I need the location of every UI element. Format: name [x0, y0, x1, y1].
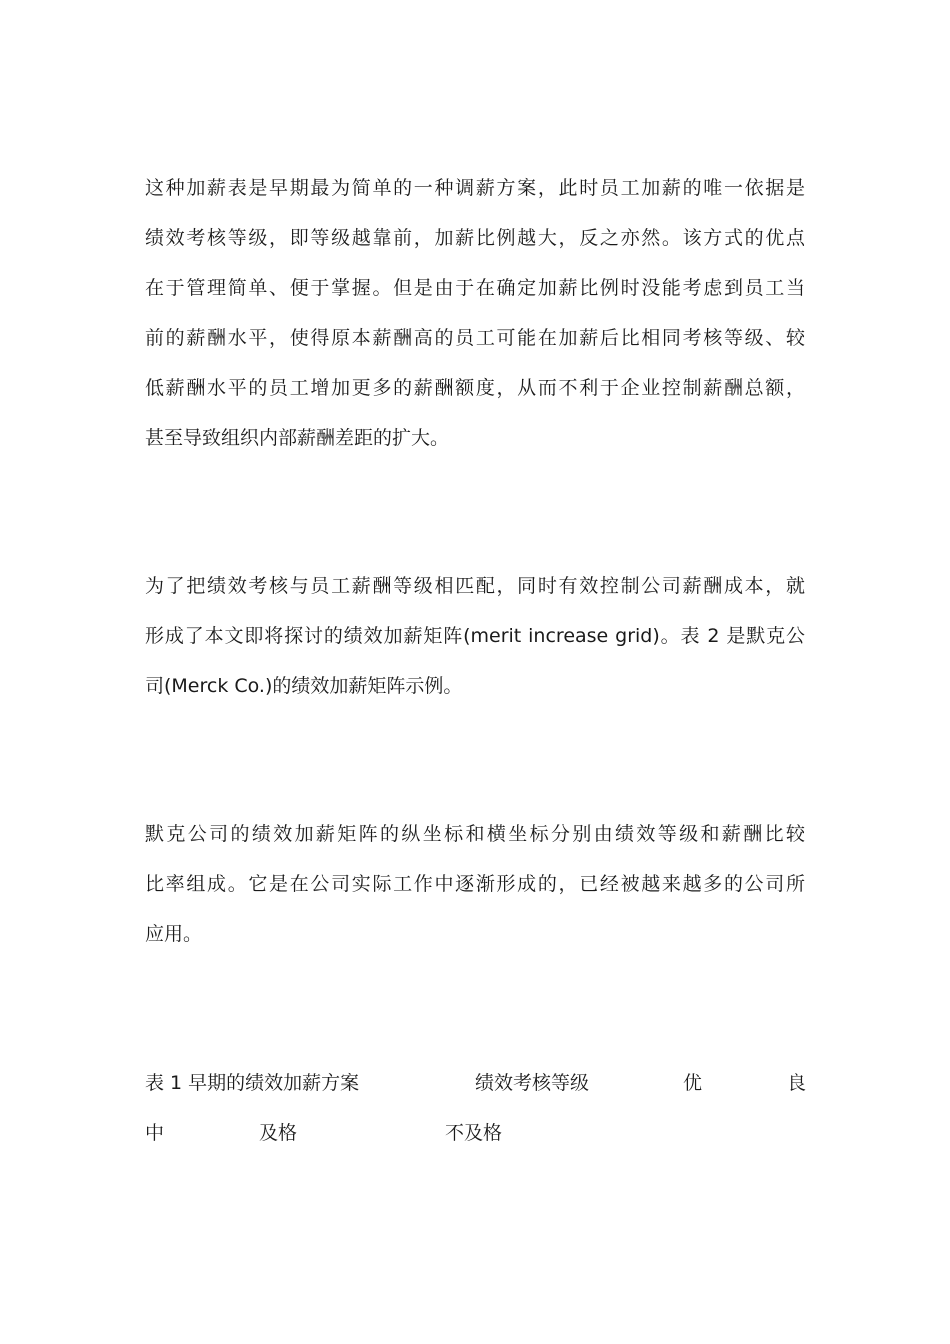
paragraph-line: 在于管理简单、便于掌握。但是由于在确定加薪比例时没能考虑到员工当	[145, 277, 805, 299]
paragraph-line: 绩效考核等级，即等级越靠前，加薪比例越大，反之亦然。该方式的优点	[145, 227, 805, 249]
paragraph-line: 应用。	[145, 923, 203, 945]
table-caption: 表 1 早期的绩效加薪方案	[145, 1072, 360, 1094]
paragraph-line: 形成了本文即将探讨的绩效加薪矩阵(merit increase grid)。表 2 是默克公	[145, 625, 805, 647]
table-grade-pass: 及格	[259, 1122, 298, 1144]
table-grade-good: 良	[787, 1072, 807, 1094]
paragraph-line: 低薪酬水平的员工增加更多的薪酬额度，从而不利于企业控制薪酬总额，	[145, 377, 805, 399]
table-header-grade: 绩效考核等级	[475, 1072, 590, 1094]
paragraph-line: 这种加薪表是早期最为简单的一种调薪方案，此时员工加薪的唯一依据是	[145, 177, 805, 199]
table-grade-fail: 不及格	[445, 1122, 503, 1144]
paragraph-line: 比率组成。它是在公司实际工作中逐渐形成的，已经被越来越多的公司所	[145, 873, 805, 895]
paragraph-line: 前的薪酬水平，使得原本薪酬高的员工可能在加薪后比相同考核等级、较	[145, 327, 805, 349]
paragraph-line: 为了把绩效考核与员工薪酬等级相匹配，同时有效控制公司薪酬成本，就	[145, 575, 805, 597]
paragraph-line: 甚至导致组织内部薪酬差距的扩大。	[145, 427, 450, 449]
paragraph-line: 默克公司的绩效加薪矩阵的纵坐标和横坐标分别由绩效等级和薪酬比较	[145, 823, 805, 845]
paragraph-line: 司(Merck Co.)的绩效加薪矩阵示例。	[145, 675, 463, 697]
table-grade-excellent: 优	[683, 1072, 703, 1094]
table-grade-medium: 中	[145, 1122, 165, 1144]
